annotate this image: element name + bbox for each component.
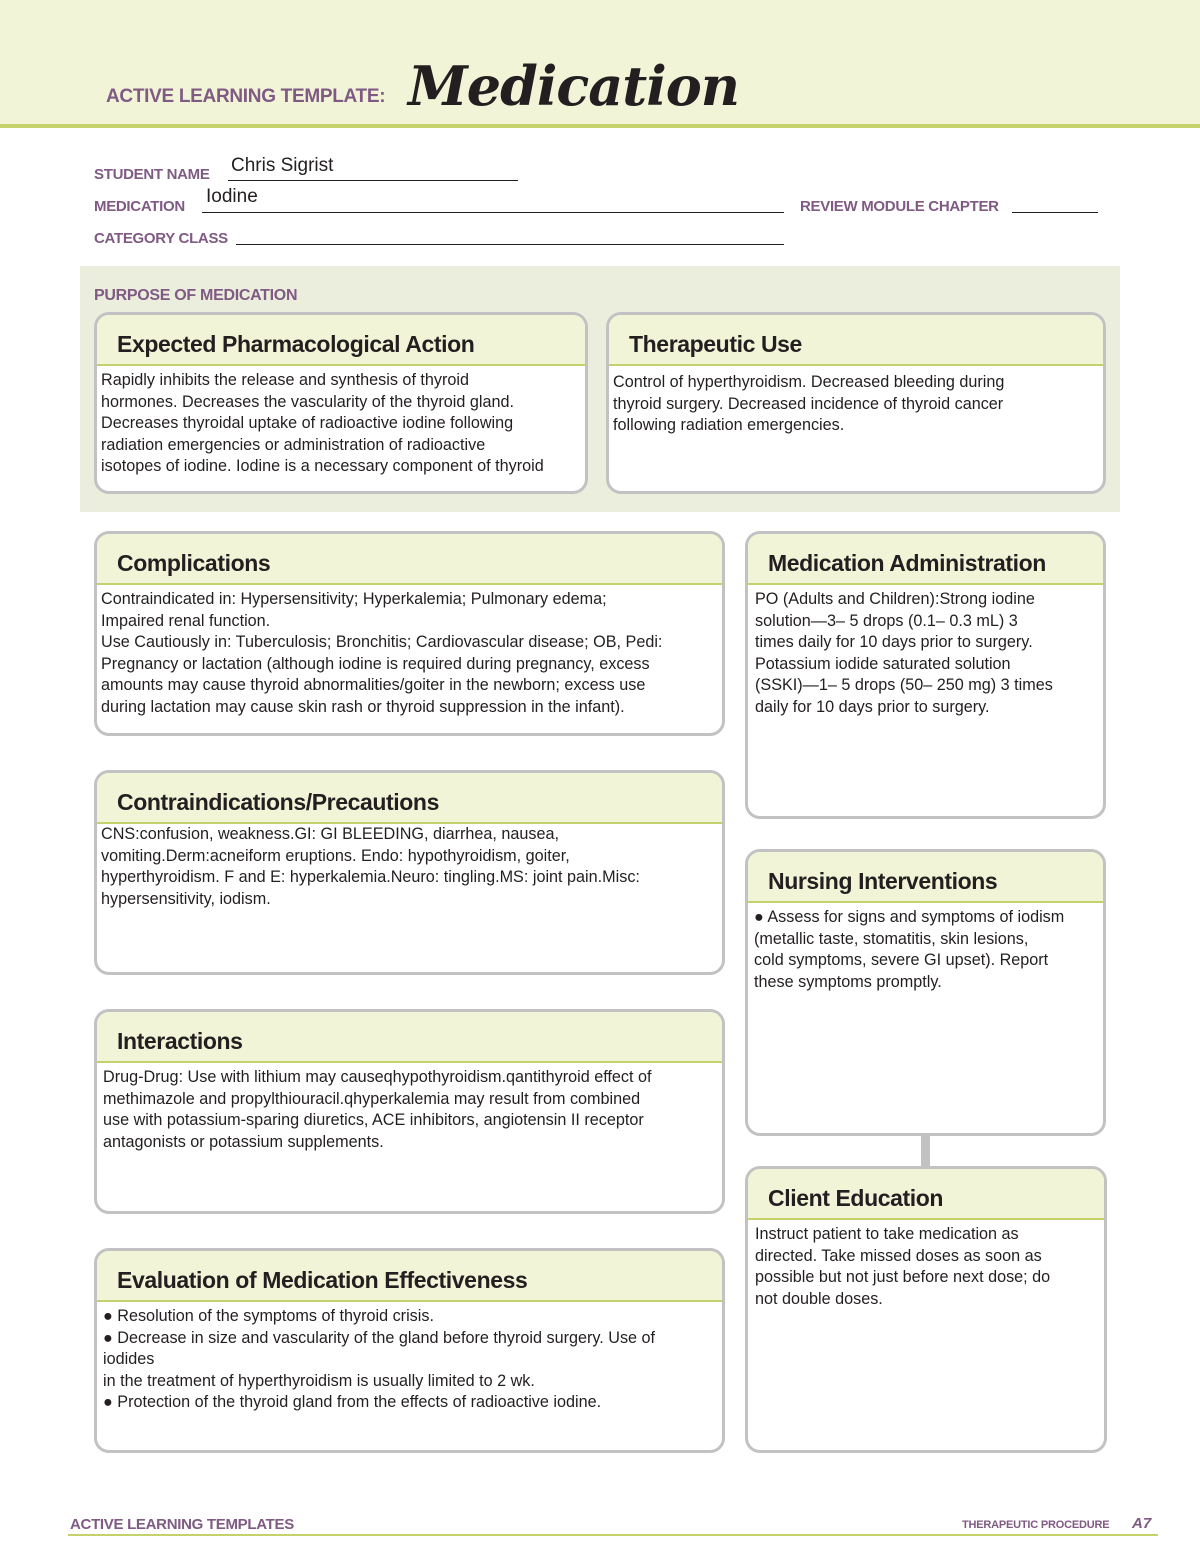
evaluation-title: Evaluation of Medication Effectiveness <box>97 1251 722 1302</box>
text-line: Decreases thyroidal uptake of radioactive iodine following <box>101 414 514 433</box>
header-divider <box>0 124 1200 128</box>
text-line: iodides <box>103 1350 155 1369</box>
text-line: methimazole and propylthiouracil.qhyperkalemia may result from combined <box>103 1089 641 1108</box>
expected-action-title: Expected Pharmacological Action <box>97 315 585 366</box>
interactions-body[interactable] <box>97 1063 722 1153</box>
text-line: Rapidly inhibits the release and synthesis of thyroid <box>101 371 470 389</box>
client-education-body[interactable] <box>748 1220 1104 1310</box>
contraindications-body[interactable] <box>97 824 722 910</box>
category-class-label: CATEGORY CLASS <box>94 230 228 247</box>
page-number: A7 <box>1132 1515 1152 1532</box>
nursing-interventions-body[interactable] <box>748 903 1103 993</box>
evaluation-body[interactable] <box>97 1302 722 1414</box>
text-line: hormones. Decreases the vascularity of the thyroid gland. <box>101 392 514 411</box>
text-line: radiation emergencies or administration of radioactive <box>101 435 486 454</box>
review-module-label: REVIEW MODULE CHAPTER <box>800 198 999 215</box>
text-line: these symptoms promptly. <box>754 972 942 991</box>
contraindications-box <box>94 770 725 975</box>
text-line: cold symptoms, severe GI upset). Report <box>754 951 1049 970</box>
student-name-value[interactable]: Chris Sigrist <box>231 155 334 176</box>
medication-value[interactable]: Iodine <box>206 186 258 207</box>
text-line: Instruct patient to take medication as <box>755 1225 1019 1243</box>
text-line: amounts may cause thyroid abnormalities/goiter in the newborn; excess use <box>101 676 646 695</box>
text-line: (metallic taste, stomatitis, skin lesions, <box>754 929 1029 948</box>
text-line: solution—3– 5 drops (0.1– 0.3 mL) 3 <box>755 611 1018 630</box>
text-line: ● Decrease in size and vascularity of the gland before thyroid surgery. Use of <box>103 1328 656 1347</box>
student-name-label: STUDENT NAME <box>94 166 210 183</box>
nursing-interventions-title: Nursing Interventions <box>748 852 1103 903</box>
text-line: ● Resolution of the symptoms of thyroid crisis. <box>103 1307 434 1325</box>
medication-administration-title: Medication Administration <box>748 534 1103 585</box>
medication-administration-body[interactable] <box>748 585 1103 719</box>
review-module-underline <box>1012 212 1098 213</box>
text-line: following radiation emergencies. <box>613 416 845 435</box>
text-line: possible but not just before next dose; do <box>755 1268 1051 1287</box>
complications-body[interactable] <box>97 585 722 719</box>
text-line: during lactation may cause skin rash or thyroid suppression in the infant). <box>101 697 625 716</box>
text-line: vomiting.Derm:acneiform eruptions. Endo: hypothyroidism, goiter, <box>101 846 570 865</box>
client-education-title: Client Education <box>748 1169 1104 1220</box>
text-line: times daily for 10 days prior to surgery. <box>755 633 1033 652</box>
text-line: hyperthyroidism. F and E: hyperkalemia.Neuro: tingling.MS: joint pain.Misc: <box>101 868 640 887</box>
category-class-underline <box>236 244 784 245</box>
text-line: Potassium iodide saturated solution <box>755 654 1011 673</box>
expected-action-box <box>94 312 588 494</box>
text-line: PO (Adults and Children):Strong iodine <box>755 590 1035 608</box>
footer-section: THERAPEUTIC PROCEDURE <box>962 1519 1110 1531</box>
therapeutic-use-body[interactable] <box>609 366 1103 437</box>
text-line: Use Cautiously in: Tuberculosis; Bronchitis; Cardiovascular disease; OB, Pedi: <box>101 633 663 652</box>
text-line: ● Protection of the thyroid gland from the effects of radioactive iodine. <box>103 1393 602 1412</box>
text-line: not double doses. <box>755 1289 883 1308</box>
text-line: CNS:confusion, weakness.GI: GI BLEEDING, diarrhea, nausea, <box>101 825 559 843</box>
therapeutic-use-title: Therapeutic Use <box>609 315 1103 366</box>
interactions-box <box>94 1009 725 1214</box>
footer-title: ACTIVE LEARNING TEMPLATES <box>70 1516 294 1533</box>
template-label: ACTIVE LEARNING TEMPLATE: <box>106 86 386 107</box>
text-line: directed. Take missed doses as soon as <box>755 1246 1042 1265</box>
text-line: hypersensitivity, iodism. <box>101 889 271 908</box>
text-line: Control of hyperthyroidism. Decreased bleeding during <box>613 373 1005 391</box>
contraindications-title: Contraindications/Precautions <box>97 773 722 824</box>
text-line: (SSKI)—1– 5 drops (50– 250 mg) 3 times <box>755 676 1053 695</box>
medication-label: MEDICATION <box>94 198 185 215</box>
expected-action-body[interactable] <box>97 366 585 478</box>
text-line: antagonists or potassium supplements. <box>103 1132 384 1151</box>
medication-administration-box <box>745 531 1106 819</box>
footer-divider <box>68 1534 1158 1536</box>
complications-title: Complications <box>97 534 722 585</box>
medication-underline <box>202 212 784 213</box>
student-name-underline <box>228 180 518 181</box>
complications-box <box>94 531 725 736</box>
text-line: Drug-Drug: Use with lithium may causeqhypothyroidism.qantithyroid effect of <box>103 1068 652 1086</box>
purpose-label: PURPOSE OF MEDICATION <box>94 287 298 304</box>
text-line: ● Assess for signs and symptoms of iodism <box>754 908 1065 926</box>
page-title: Medication <box>408 54 740 118</box>
box-connector <box>921 1135 930 1167</box>
text-line: Pregnancy or lactation (although iodine is required during pregnancy, excess <box>101 654 650 673</box>
interactions-title: Interactions <box>97 1012 722 1063</box>
client-education-box <box>745 1166 1107 1453</box>
text-line: daily for 10 days prior to surgery. <box>755 697 990 716</box>
therapeutic-use-box <box>606 312 1106 494</box>
text-line: Contraindicated in: Hypersensitivity; Hyperkalemia; Pulmonary edema; <box>101 590 607 608</box>
text-line: in the treatment of hyperthyroidism is usually limited to 2 wk. <box>103 1371 535 1390</box>
evaluation-box <box>94 1248 725 1453</box>
nursing-interventions-box <box>745 849 1106 1136</box>
text-line: thyroid surgery. Decreased incidence of thyroid cancer <box>613 394 1004 413</box>
text-line: isotopes of iodine. Iodine is a necessary component of thyroid <box>101 457 544 476</box>
text-line: Impaired renal function. <box>101 611 271 630</box>
text-line: use with potassium-sparing diuretics, ACE inhibitors, angiotensin II receptor <box>103 1111 644 1130</box>
